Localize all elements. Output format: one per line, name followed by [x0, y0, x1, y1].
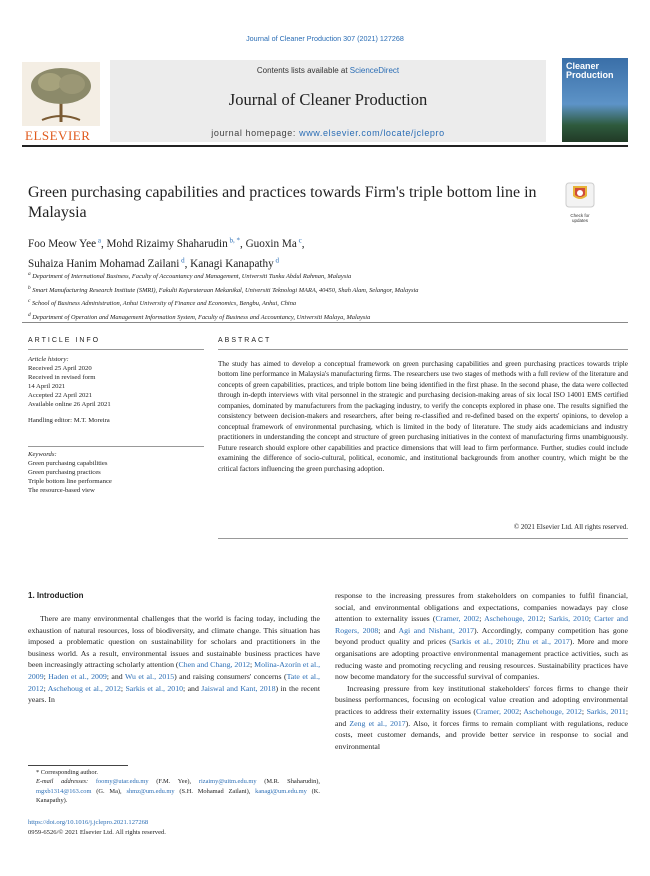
history-item: Available online 26 April 2021 — [28, 400, 111, 408]
author-2: Mohd Rizaimy Shaharudin $^{b, *}$, — [106, 236, 246, 250]
journal-homepage: journal homepage: www.elsevier.com/locate/jclepro — [211, 128, 445, 138]
article-info-heading: ARTICLE INFO — [28, 337, 101, 344]
author-3: Guoxin Ma $^c$, — [245, 236, 305, 250]
author-5: Kanagi Kanapathy $^d$ — [190, 256, 279, 271]
body-text: ) and raising consumers' concerns ( — [174, 671, 287, 681]
affiliations — [28, 269, 628, 324]
abstract-text: The study has aimed to develop a conceptual framework on green purchasing capabilities and green purchasing practices towards triple bottom line performance in Malaysia's manufacturing firms. The researchers use two stages of methods with a full review of the literature and concepts of green capabilities, practices, and triple bottom line being identified in the first phase. In the second phase, the data were collected through in-depth interviews with vital personnel in the strategic and purchasing decision-making areas of six local ISO 14001 EMS certified companies, dominated by manufacturers from the packaging industry, to verify the concepts explored in phase one. The results signified the consistency between decision-makers and researchers, after being re-classified and re-defined based on the experts' opinions, to develop a conceptual framework of environmental purchasing, which is limited in the body of literature. The study aids academicians and industry practitioners in understanding the concept and structure of green purchasing initiatives in the context of manufacturing firms unambiguously. Future research should explore other capabilities and practice dimensions that will lead to firm performance. Further, studies could include examining the difference of socio-cultural, political, economic, and institutional backgrounds from another country, which might be the critical factors influencing the green purchasing adoption. — [218, 360, 628, 473]
body-text: ) in the recent years. In — [28, 683, 320, 705]
affiliation-d: $^d$ Department of Operation and Management Information System, Faculty of Business and Accountancy, Universiti Malaya, Malaysia — [28, 311, 371, 321]
history-item: Received in revised form — [28, 373, 96, 381]
citation-link[interactable]: Wu et al., 2015 — [124, 671, 175, 681]
citation-link[interactable]: Aschehouge, 2012 — [484, 614, 544, 624]
citation-link[interactable]: Haden et al., 2009 — [48, 671, 107, 681]
citation-link[interactable]: Sarkis et al., 2010 — [125, 683, 183, 693]
keywords: Keywords: Green purchasing capabilities Green purchasing practices Triple bottom line performance The resource-based view — [28, 451, 204, 496]
body-text: ; — [543, 614, 549, 624]
author-4: Suhaiza Hanim Mohamad Zailani $^d$, — [28, 256, 191, 271]
citation-link[interactable]: Zhu et al., 2017 — [516, 637, 570, 647]
check-updates-icon — [565, 182, 595, 208]
journal-cover — [562, 58, 628, 142]
citation-link[interactable]: Zeng et al., 2017 — [349, 718, 406, 728]
citation-link[interactable]: Sarkis, 2011 — [586, 706, 626, 716]
keyword: The resource-based view — [28, 486, 95, 494]
keywords-rule — [28, 446, 204, 447]
citation-link[interactable]: Cramer, 2002 — [435, 614, 480, 624]
cover-title-1: Cleaner — [566, 61, 600, 71]
body-text: ; and — [183, 683, 202, 693]
citation-link[interactable]: Sarkis, 2010 — [548, 614, 589, 624]
intro-left-column — [28, 613, 320, 706]
article-title: Green purchasing capabilities and practices towards Firm's triple bottom line in Malaysia — [28, 184, 537, 221]
body-text: ; and — [335, 706, 628, 728]
keyword: Green purchasing capabilities — [28, 459, 108, 467]
body-text: ; — [511, 637, 517, 647]
email-link[interactable]: rizaimy@uitm.edu.my — [198, 778, 257, 786]
corresponding-author-note: * Corresponding author. — [36, 769, 98, 776]
publisher-name: ELSEVIER — [25, 128, 91, 143]
author-list — [28, 232, 588, 273]
body-text: ). More and more organisations are adopting proactive environmental management practice activities, such as reducing waste and promoting recycling and reusing resources. Sustainability practices have now become mandatory for the successful survival of companies. — [335, 637, 628, 682]
citation-link[interactable]: Molina-Azorín et al., 2009 — [28, 660, 321, 681]
body-text: ; — [120, 683, 126, 693]
intro-paragraph-2 — [335, 683, 628, 753]
abstract-copyright: © 2021 Elsevier Ltd. All rights reserved. — [513, 523, 628, 531]
intro-paragraph-1-cont — [335, 590, 628, 683]
citation-link[interactable]: Tate et al., 2012 — [28, 671, 320, 693]
section-heading-introduction: 1. Introduction — [28, 591, 84, 600]
issn-line: 0959-6526/© 2021 Elsevier Ltd. All rights reserved. — [28, 828, 166, 836]
citation-link[interactable]: Cramer, 2002 — [475, 706, 520, 716]
body-text: ; — [250, 660, 255, 670]
affiliation-c: $^c$ School of Business Administration, Anhui University of Finance and Economics, Bengbu, Anhui, China — [28, 298, 297, 308]
body-text: ; and — [378, 625, 399, 635]
affiliation-b: $^b$ Smart Manufacturing Research Institute (SMRI), Fakulti Kejuruteraan Mekanikal, Universiti Teknologi MARA, 40450, Shah Alam, Selangor, Malaysia — [28, 284, 419, 294]
intro-paragraph-1 — [28, 613, 320, 706]
body-text: ; and — [106, 671, 125, 681]
history-item: Received 25 April 2020 — [28, 364, 92, 372]
header-rule — [22, 145, 628, 147]
email-link[interactable]: foomy@utar.edu.my — [95, 778, 149, 786]
citation-link[interactable]: Agi and Nishant, 2017 — [398, 625, 475, 635]
abstract-rule — [218, 349, 628, 350]
check-label-2: updates — [571, 218, 588, 223]
body-text: There are many environmental challenges that the world is facing today, including the exhaustion of natural resources, loss of biodiversity, and climate change. This situation has imposed a problematic question on sustainability for scholars and practitioners in the business world. As a result, environmental issues and sustainable business practices have been increasingly attracting scholarly attention ( — [28, 614, 320, 670]
cover-title-2: Production — [566, 70, 614, 80]
journal-title: Journal of Cleaner Production — [228, 90, 428, 109]
citation-link[interactable]: Aschehouge, 2012 — [523, 706, 582, 716]
keyword: Green purchasing practices — [28, 468, 101, 476]
homepage-link[interactable]: www.elsevier.com/locate/jclepro — [299, 128, 445, 138]
citation-link[interactable]: Carter and Rogers, 2008 — [335, 614, 628, 635]
body-text: ; — [519, 706, 524, 716]
history-item: Accepted 22 April 2021 — [28, 391, 93, 399]
body-text: ). Also, it forces firms to remain compliant with regulations, reduce costs, meet customer demands, and provide better service in response to social and environmental — [335, 718, 628, 751]
email-link[interactable]: shmz@um.edu.my — [126, 787, 175, 795]
body-text: ; — [581, 706, 587, 716]
article-info-rule — [28, 349, 204, 350]
keyword: Triple bottom line performance — [28, 477, 112, 485]
intro-right-column — [335, 590, 628, 752]
check-for-updates-button[interactable] — [565, 182, 595, 222]
citation-link[interactable]: Sarkis et al., 2010 — [451, 637, 512, 647]
body-text: Increasing pressure from key institutional stakeholders' forces firms to change their business performances, focusing on ecological value creation and adopting environmental practices to address their externality issues ( — [335, 683, 628, 716]
email-link[interactable]: kanagi@um.edu.my — [255, 787, 307, 795]
body-text: ; — [479, 614, 485, 624]
journal-reference[interactable]: Journal of Cleaner Production 307 (2021) 127268 — [246, 34, 404, 43]
doi-link[interactable]: https://doi.org/10.1016/j.jclepro.2021.127268 — [28, 819, 149, 826]
abstract-end-rule — [218, 538, 628, 539]
affiliation-a: $^a$ Department of International Business, Faculty of Accountancy and Management, Universiti Tunku Abdul Rahman, Malaysia — [28, 271, 352, 281]
citation-link[interactable]: Aschehoug et al., 2012 — [47, 683, 121, 693]
email-addresses: E-mail addresses: foomy@utar.edu.my (F.M. Yee), rizaimy@uitm.edu.my (M.R. Shaharudin), mgxb1314@163.com (G. Ma), shmz@um.edu.my (S.H. Mohamad Zailani), kanagi@um.edu.my (K. Kanapathy). — [36, 778, 321, 804]
contents-line: Contents lists available at ScienceDirect — [256, 66, 400, 75]
article-history: Article history: Received 25 April 2020 Received in revised form 14 April 2021 Accepted 22 April 2021 Available online 26 April 2021 Handling editor: M.T. Moreira — [28, 356, 204, 426]
footnote — [28, 768, 320, 805]
sciencedirect-link[interactable]: ScienceDirect — [349, 66, 400, 75]
body-text: response to the increasing pressures from stakeholders on companies to fulfil financial, social, and environmental obligations and expectations, companies nowadays pay close attention to externality issues ( — [335, 591, 628, 624]
body-text: ; — [588, 614, 595, 624]
author-1: Foo Meow Yee $^a$, — [28, 236, 107, 250]
body-text: ; — [43, 683, 48, 693]
doi-block — [28, 818, 166, 837]
email-link[interactable]: mgxb1314@163.com — [36, 787, 92, 795]
abstract-heading: ABSTRACT — [218, 337, 272, 344]
handling-editor: Handling editor: M.T. Moreira — [28, 417, 110, 425]
check-label-1: Check for — [570, 213, 590, 218]
body-text: ). Accordingly, company competition has gone beyond product quality and prices ( — [335, 625, 628, 647]
body-text: ; — [43, 671, 49, 681]
citation-link[interactable]: Chen and Chang, 2012 — [178, 660, 251, 670]
citation-link[interactable]: Jaiswal and Kant, 2018 — [201, 683, 276, 693]
section-rule — [22, 322, 628, 323]
history-item: 14 April 2021 — [28, 382, 66, 390]
footnote-rule — [28, 765, 128, 766]
